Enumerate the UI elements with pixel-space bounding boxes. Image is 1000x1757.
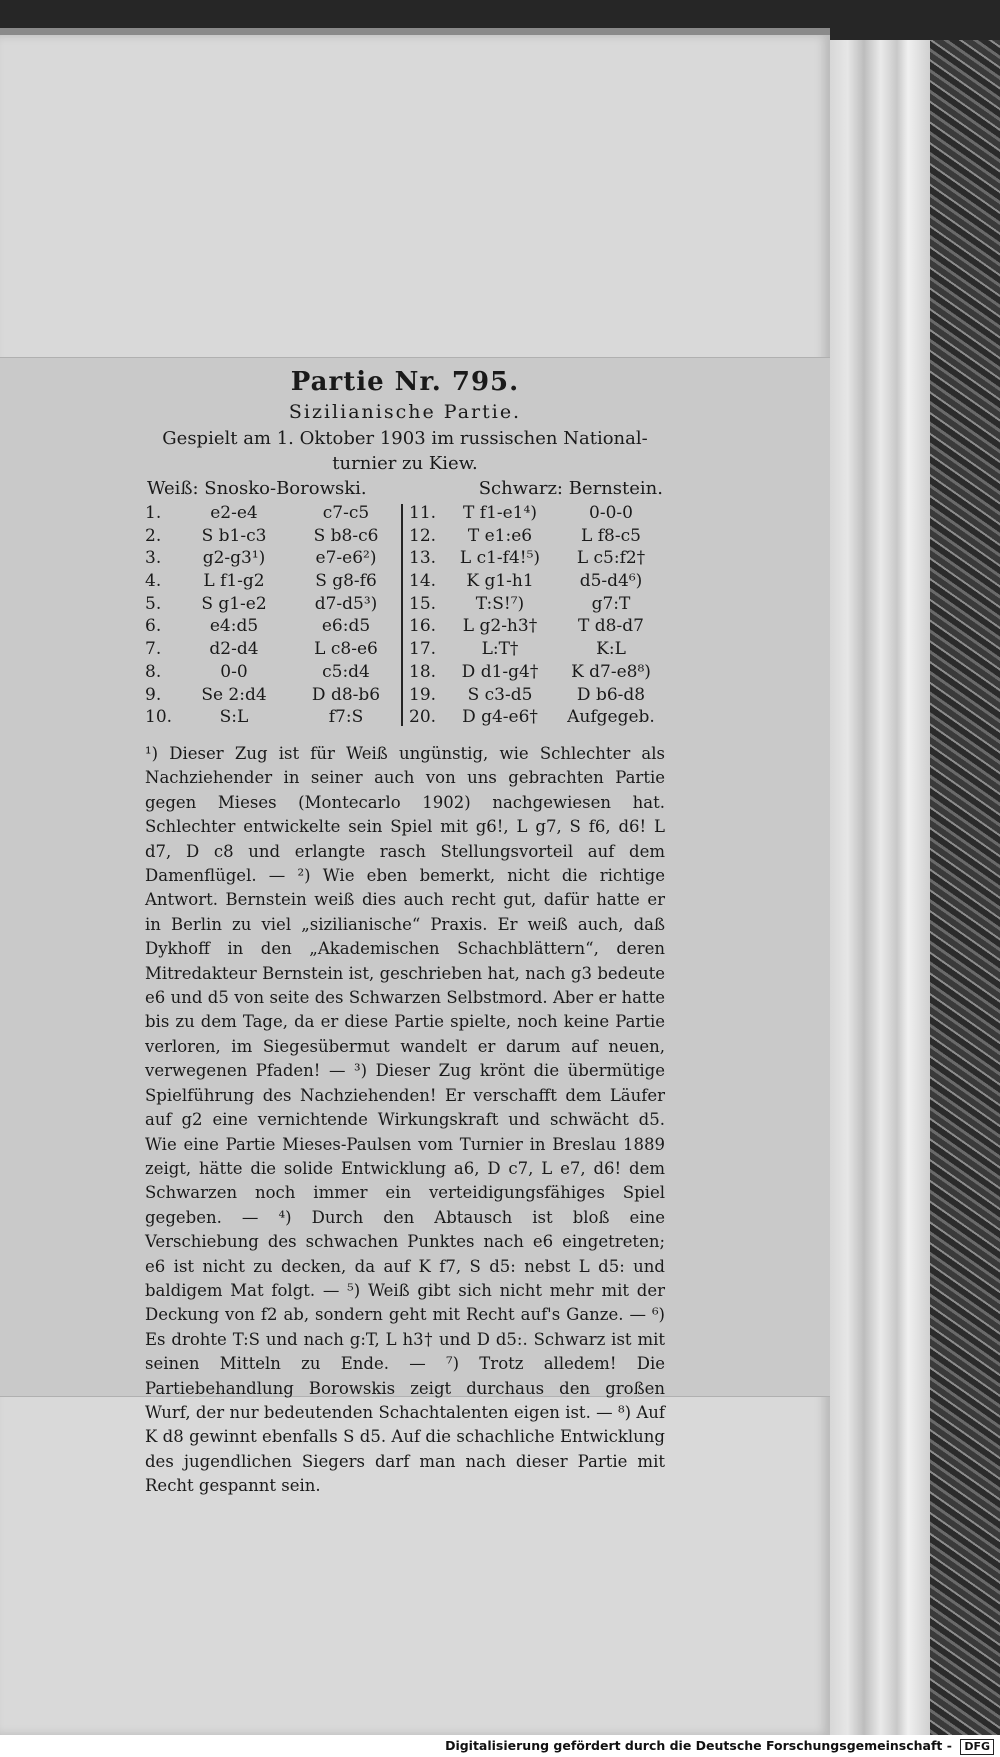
move-row [145,638,405,661]
black-move: S b8-c6 [313,525,379,546]
move-row [405,593,665,616]
played-line: Gespielt am 1. Oktober 1903 im russischen National-turnier zu Kiew. [162,428,648,474]
move-row [405,502,665,525]
move-number: 18. [409,661,437,682]
black-move: 0-0-0 [589,503,633,523]
move-row [145,593,405,616]
black-move: L c8-e6 [314,639,378,660]
move-list [145,502,665,740]
move-row [405,661,665,684]
black-move: Aufgegeb. [567,707,655,728]
move-number: 19. [409,684,437,705]
move-row [405,525,665,548]
black-move: e7-e6²) [315,548,377,569]
move-number: 15. [409,593,437,614]
move-number: 8. [145,661,162,682]
black-move: T d8-d7 [578,616,644,637]
dfg-logo: DFG [960,1739,994,1755]
funding-footer [0,1735,1000,1757]
black-move: f7:S [328,707,364,728]
white-move: L c1-f4!⁵) [459,548,541,569]
move-column-left [145,502,405,729]
book-page-edges [820,40,930,1740]
move-row [145,547,405,570]
marbled-cover-edge [930,40,1000,1740]
move-number: 2. [145,525,162,546]
white-move: D g4-e6† [462,707,538,728]
black-move: K d7-e8⁸) [571,661,651,682]
white-move: e4:d5 [209,616,259,637]
move-number: 13. [409,548,437,569]
move-row [145,502,405,525]
move-row [145,684,405,707]
white-move: L f1-g2 [203,571,265,592]
game-title: Partie Nr. 795. [290,367,520,397]
white-move: D d1-g4† [461,661,539,682]
black-move: L c5:f2† [576,548,646,569]
move-number: 9. [145,684,162,705]
white-move: S:L [219,707,249,728]
black-move: c5:d4 [322,661,370,682]
move-number: 12. [409,525,437,546]
black-move: d7-d5³) [314,593,378,614]
white-move: S c3-d5 [467,684,533,705]
white-move: T f1-e1⁴) [463,503,537,523]
opening-name: Sizilianische Partie. [288,401,522,423]
move-row [405,706,665,729]
move-row [145,615,405,638]
move-number: 16. [409,616,437,637]
white-move: K g1-h1 [466,571,534,592]
move-number: 3. [145,548,162,569]
move-row [405,547,665,570]
move-number: 20. [409,707,437,728]
move-row [145,525,405,548]
black-move: S g8-f6 [315,571,377,592]
move-number: 17. [409,639,437,660]
move-number: 10. [145,707,173,728]
move-row [145,706,405,729]
move-row [405,638,665,661]
move-row [405,570,665,593]
move-number: 1. [145,503,162,523]
black-move: d5-d4⁶) [579,571,643,592]
white-move: S b1-c3 [201,525,267,546]
black-move: K:L [596,639,626,660]
clipping-content [145,360,665,1499]
white-move: e2-e4 [210,503,258,523]
black-move: e6:d5 [321,616,371,637]
move-number: 7. [145,639,162,660]
white-move: T:S!⁷) [475,593,525,614]
move-column-right [405,502,665,729]
move-number: 4. [145,571,162,592]
black-move: D b6-d8 [576,684,646,705]
move-row [145,570,405,593]
white-player: Weiß: Snosko-Borowski. [147,478,367,499]
black-move: D d8-b6 [311,684,381,705]
move-row [405,615,665,638]
white-move: d2-d4 [209,639,259,660]
move-number: 14. [409,571,437,592]
move-number: 5. [145,593,162,614]
move-row [405,684,665,707]
move-row [145,661,405,684]
players-row [145,476,665,502]
white-move: 0-0 [220,661,248,682]
move-number: 11. [409,503,437,523]
black-move: g7:T [591,593,631,614]
move-number: 6. [145,616,162,637]
black-player: Schwarz: Bernstein. [478,478,663,499]
black-move: c7-c5 [322,503,370,523]
white-move: S g1-e2 [201,593,267,614]
footer-text: Digitalisierung gefördert durch die Deutsche Forschungsgemeinschaft - [445,1738,952,1753]
black-move: L f8-c5 [581,525,641,546]
white-move: T e1:e6 [467,525,533,546]
white-move: L:T† [481,639,519,660]
move-column-divider [401,504,403,726]
white-move: Se 2:d4 [201,684,267,705]
white-move: L g2-h3† [462,616,538,637]
white-move: g2-g3¹) [202,548,266,569]
annotations: ¹) Dieser Zug ist für Weiß ungünstig, wie Schlechter als Nachziehender in seiner auch von uns gebrachten Partie gegen Mieses (Montecarlo 1902) nachgewiesen hat. Schlechter entwickelte sein Spiel mit g6!, L g7, S f6, d6! L d7, D c8 und erlangte rasch Stellungsvorteil auf dem Damenflügel. — ²) Wie eben bemerkt, nicht die richtige Antwort. Bernstein weiß dies auch recht gut, dafür hatte er in Berlin zu viel „sizilianische“ Praxis. Er weiß auch, daß Dykhoff in den „Akademischen Schachblättern“, deren Mitredakteur Bernstein ist, geschrieben hat, nach g3 bedeute e6 und d5 von seite des Schwarzen Selbstmord. Aber er hatte bis zu dem Tage, da er diese Partie spielte, noch keine Partie verloren, im Siegesübermut wandelt er darum auf neuen, verwegenen Pfaden! — ³) Dieser Zug krönt die übermütige Spielführung des Nachziehenden! Er verschafft dem Läufer auf g2 eine vernichtende Wirkungskraft und schwächt d5. Wie eine Partie Mieses-Paulsen vom Turnier in Breslau 1889 zeigt, hätte die solide Entwicklung a6, D c7, L e7, d6! dem Schwarzen noch immer ein verteidigungsfähiges Spiel gegeben. — ⁴) Durch den Abtausch ist bloß eine Verschiebung des schwachen Punktes nach e6 eingetreten; e6 ist nicht zu decken, da auf K f7, S d5: nebst L d5: und baldigem Mat folgt. — ⁵) Weiß gibt sich nicht mehr mit der Deckung von f2 ab, sondern geht mit Recht auf's Ganze. — ⁶) Es drohte T:S und nach g:T, L h3† und D d5:. Schwarz ist mit seinen Mitteln zu Ende. — ⁷) Trotz alledem! Die Partiebehandlung Borowskis zeigt durchaus den großen Wurf, der nur bedeutenden Schachtalenten eigen ist. — ⁸) Auf K d8 gewinnt ebenfalls S d5. Auf die schachliche Entwicklung des jugendlichen Siegers darf man nach dieser Partie mit Recht gespannt sein. [145,744,665,1496]
